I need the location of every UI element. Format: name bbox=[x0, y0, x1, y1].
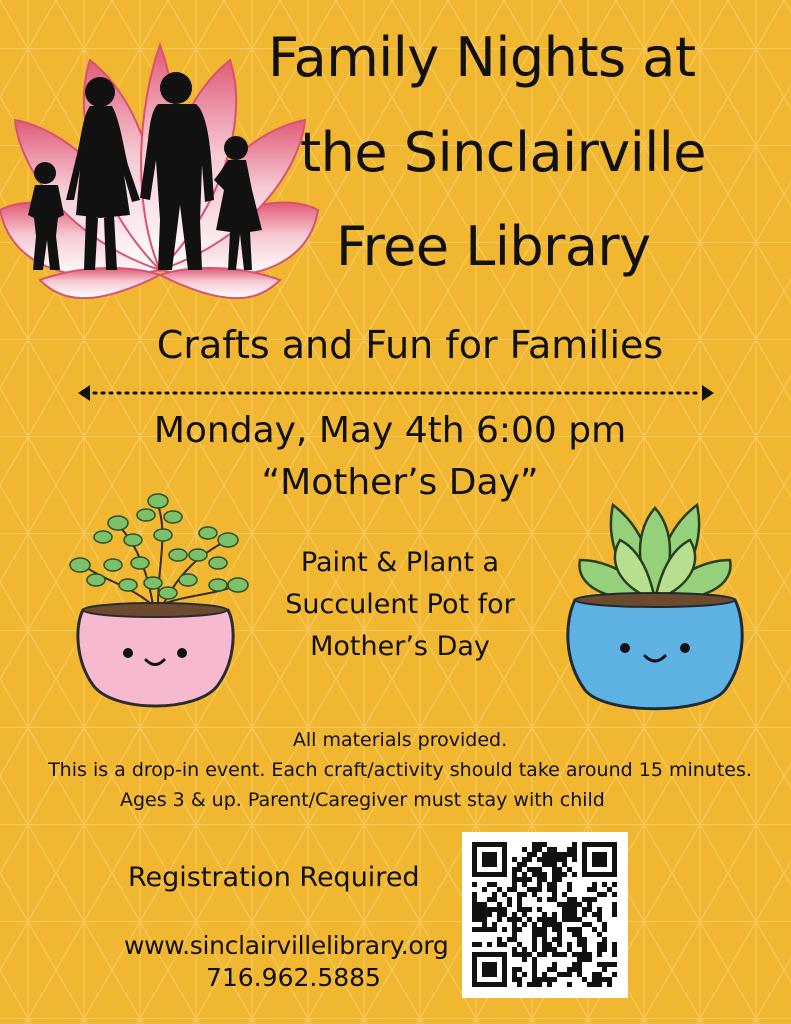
website-link[interactable]: www.sinclairvillelibrary.org bbox=[124, 931, 449, 960]
qr-code-icon bbox=[462, 832, 628, 998]
phone-number: 716.962.5885 bbox=[206, 963, 381, 992]
title-line-2: the Sinclairville bbox=[300, 121, 706, 184]
blue-pot-icon bbox=[565, 490, 745, 720]
dotted-divider bbox=[76, 382, 716, 404]
pink-pot-icon bbox=[58, 485, 253, 720]
activity-description bbox=[250, 542, 550, 668]
title-line-3: Free Library bbox=[336, 215, 651, 278]
activity-line: Succulent Pot for bbox=[285, 589, 515, 620]
info-materials: All materials provided. bbox=[292, 729, 508, 751]
info-drop-in: This is a drop-in event. Each craft/activity should take around 15 minutes. bbox=[48, 759, 752, 781]
registration-required: Registration Required bbox=[128, 862, 420, 893]
title-line-1: Family Nights at bbox=[268, 26, 696, 89]
subtitle: Crafts and Fun for Families bbox=[156, 323, 664, 367]
activity-line: Paint & Plant a bbox=[300, 547, 500, 578]
event-date-time: Monday, May 4th 6:00 pm bbox=[153, 410, 627, 451]
qr-code[interactable] bbox=[462, 832, 628, 998]
activity-line: Mother’s Day bbox=[310, 631, 490, 662]
event-theme: “Mother’s Day” bbox=[261, 462, 539, 503]
info-ages: Ages 3 & up. Parent/Caregiver must stay with child bbox=[120, 789, 605, 811]
